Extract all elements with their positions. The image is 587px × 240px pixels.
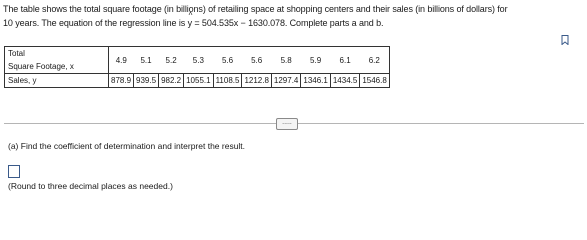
y-value: 1346.1 xyxy=(301,74,330,88)
y-value: 1108.5 xyxy=(213,74,242,88)
regression-equation: = 504.535x − 1630.078. Complete parts a and b. xyxy=(191,18,384,28)
x-value: 5.8 xyxy=(271,47,300,74)
y-value: 878.9 xyxy=(109,74,134,88)
y-row-label: Sales, y xyxy=(5,74,109,88)
x-row-label-line-2: Square Footage, x xyxy=(8,62,74,71)
problem-line-1: The table shows the total square footage (in billions) of retailing space at shopping centers and their sales (in billions of dollars) for xyxy=(3,4,508,14)
x-value: 4.9 xyxy=(109,47,134,74)
y-hat-symbol: ^ y xyxy=(188,16,192,30)
problem-line-2 xyxy=(3,18,383,28)
x-row-label xyxy=(5,47,109,61)
problem-statement xyxy=(3,2,585,30)
y-value: 1297.4 xyxy=(271,74,300,88)
problem-line-2-start: 10 years. The equation of the regression line is xyxy=(3,18,188,28)
y-value: 1434.5 xyxy=(330,74,359,88)
y-value: 982.2 xyxy=(159,74,184,88)
answer-input[interactable] xyxy=(8,165,20,178)
x-row-label-2 xyxy=(5,60,109,74)
y-value: 939.5 xyxy=(134,74,159,88)
x-value: 5.6 xyxy=(213,47,242,74)
x-value: 5.6 xyxy=(242,47,271,74)
y-value: 1546.8 xyxy=(360,74,389,88)
expand-more-button[interactable]: ..... xyxy=(276,118,298,130)
x-value: 5.3 xyxy=(184,47,213,74)
x-value: 5.2 xyxy=(159,47,184,74)
y-value: 1055.1 xyxy=(184,74,213,88)
x-value: 6.1 xyxy=(330,47,359,74)
x-row-label-line-1: Total xyxy=(8,49,25,58)
data-table xyxy=(4,46,390,88)
part-a-question: (a) Find the coefficient of determination and interpret the result. xyxy=(8,141,246,151)
x-value: 5.9 xyxy=(301,47,330,74)
y-value: 1212.8 xyxy=(242,74,271,88)
bookmark-icon[interactable] xyxy=(561,35,569,45)
rounding-hint: (Round to three decimal places as needed.) xyxy=(8,181,173,191)
x-value: 5.1 xyxy=(134,47,159,74)
x-value: 6.2 xyxy=(360,47,389,74)
